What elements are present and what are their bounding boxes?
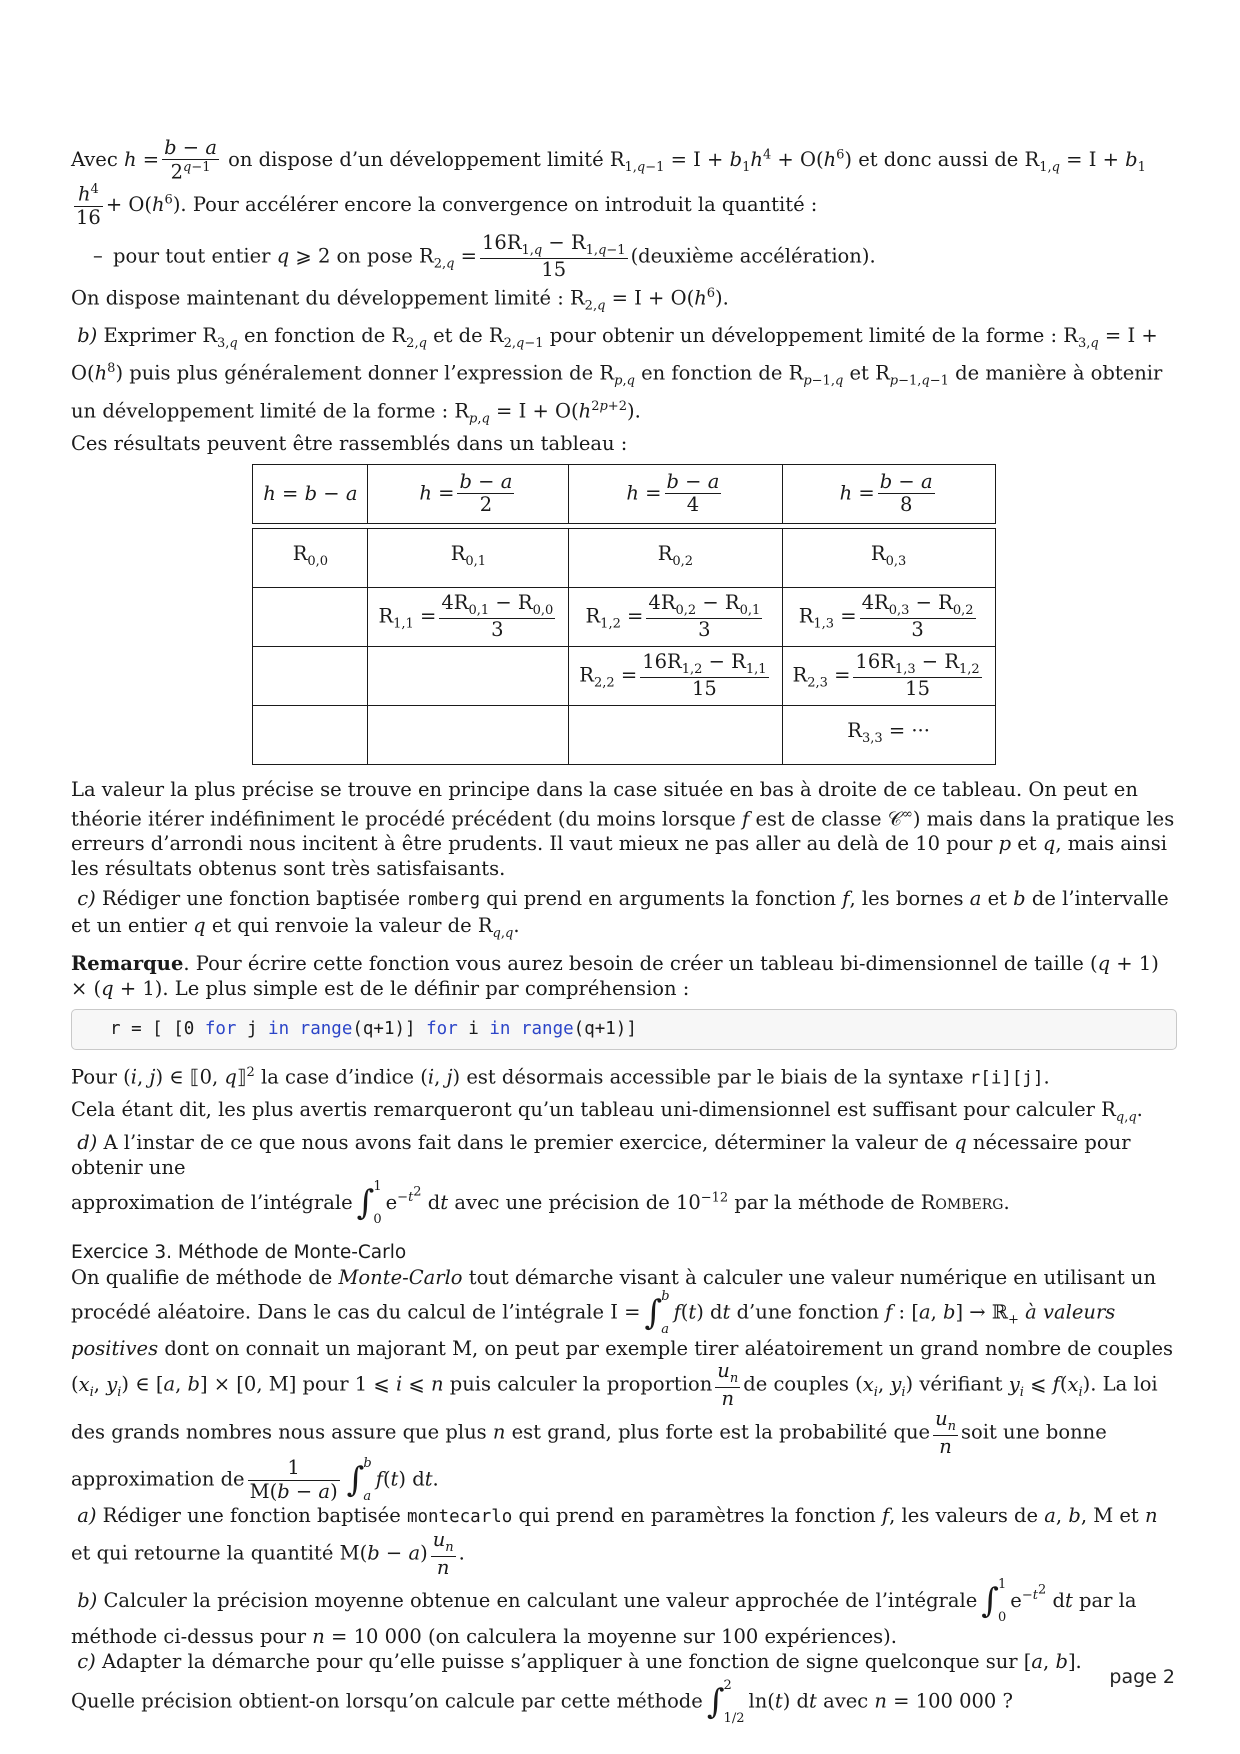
table-cell: $R_{3,3}$ = ··· [782, 705, 995, 764]
paragraph-intro: Avec h = $\frac{b - a}{2^{q-1}}$ on dispose d’un développement limité $R_{1,q-1} = I + b_1h^4 + O(h^6)$ et donc aussi de $R_{1,q} = I + b_1$ $\frac{h^4}{16}$ + $O(h^6)$. Pour accélérer encore la convergence on introduit la quantité : [71, 136, 1146, 230]
document-body [71, 138, 1177, 1725]
paragraph-index: Pour (i, j) ∈ ⟦0, q⟧$^2$ la case d’indice (i, j) est désormais accessible par le biais de la syntaxe r[i][j]. [71, 1065, 1050, 1089]
table-header: h = $\frac{b - a}{4}$ [569, 464, 782, 523]
table-cell: $R_{1,1}$ = $\frac{4R_{0,1} - R_{0,0}}{3}$ [368, 587, 569, 646]
table-cell: $R_{1,2}$ = $\frac{4R_{0,2} - R_{0,1}}{3}$ [569, 587, 782, 646]
table-header: h = $\frac{b - a}{8}$ [782, 464, 995, 523]
paragraph-dl: On dispose maintenant du développement limité : $R_{2,q} = I + O(h^6)$. [71, 285, 729, 314]
paragraph-table-intro: Ces résultats peuvent être rassemblés dans un tableau : [71, 431, 628, 455]
table-header: h = b − a [253, 464, 368, 523]
remark: Remarque. Pour écrire cette fonction vous aurez besoin de créer un tableau bi-dimensionnel de taille (q + 1) × (q + 1). Le plus simple est de le définir par compréhension : [71, 952, 1159, 1001]
table-cell: $R_{0,1}$ [368, 528, 569, 587]
question-b: b) Exprimer $R_{3,q}$ en fonction de $R_{2,q}$ et de $R_{2,q-1}$ pour obtenir un développement limité de la forme : $R_{3,q} = I + O(h^8)$ puis plus généralement donner l’expression de $R_{p,q}$ en fonction de $R_{p-1,q}$ et $R_{p-1,q-1}$ de manière à obtenir un développement limité de la forme : $R_{p,q} = I + O(h^{2p+2})$. [71, 324, 1163, 426]
table-header: h = $\frac{b - a}{2}$ [368, 464, 569, 523]
table-cell: $R_{0,2}$ [569, 528, 782, 587]
question-c-montecarlo: c) Adapter la démarche pour qu’elle puisse s’appliquer à une fonction de signe quelconque sur [a, b]. [77, 1650, 1082, 1674]
code-block: r = [ [0 for j in range(q+1)] for i in range(q+1)] [71, 1009, 1177, 1050]
table-cell: $R_{0,3}$ [782, 528, 995, 587]
romberg-table [252, 464, 995, 765]
question-b-montecarlo: b) Calculer la précision moyenne obtenue en calculant une valeur approchée de l’intégrale ∫ 1 0 $e^{-t^2}$ dt par la méthode ci-dessus pour n = 10 000 (on calculera la moyenne sur 100 expériences). [71, 1577, 1137, 1649]
page-number: page 2 [1109, 1666, 1175, 1688]
question-final: Quelle précision obtient-on lorsqu’on calcule par cette méthode ∫ 2 1/2 ln(t) dt avec n = 100 000 ? [71, 1678, 1013, 1727]
question-a: a) Rédiger une fonction baptisée montecarlo qui prend en paramètres la fonction f, les valeurs de a, b, M et n et qui retourne la quantité M(b − a) $\frac{u_n}{n}$ . [71, 1504, 1158, 1579]
paragraph-unidim: Cela étant dit, les plus avertis remarqueront qu’un tableau uni-dimensionnel est suffisant pour calculer $R_{q,q}$. [71, 1097, 1143, 1125]
paragraph-precision: La valeur la plus précise se trouve en principe dans la case située en bas à droite de ce tableau. On peut en théorie itérer indéfiniment le procédé précédent (du moins lorsque f est de classe 𝒞∞) mais dans la pratique les erreurs d’arrondi nous incitent à être prudents. Il vaut mieux ne pas aller au delà de 10 pour p et q, mais ainsi les résultats obtenus sont très satisfaisants. [71, 777, 1175, 881]
paragraph-monte-carlo: On qualifie de méthode de Monte-Carlo tout démarche visant à calculer une valeur numérique en utilisant un procédé aléatoire. Dans le cas du calcul de l’intégrale I = ∫ b a f(t) dt d’une fonction f : [a, b] → ℝ$_+$ à valeurs positives dont on connait un majorant M, on peut par exemple tirer aléatoirement un grand nombre de couples ($x_i$, $y_i$) ∈ [a, b] × [0, M] pour 1 ⩽ i ⩽ n puis calculer la proportion $\frac{u_n}{n}$ de couples ($x_i$, $y_i$) vérifiant $y_i$ ⩽ $f(x_i)$. La loi des grands nombres nous assure que plus n est grand, plus forte est la probabilité que $\frac{u_n}{n}$ soit une bonne approximation de $\frac{1}{M(b - a)}$ ∫ b a f(t) dt. [71, 1266, 1174, 1505]
table-cell: $R_{1,3}$ = $\frac{4R_{0,3} - R_{0,2}}{3}$ [782, 587, 995, 646]
question-c: c) Rédiger une fonction baptisée romberg qui prend en arguments la fonction f, les bornes a et b de l’intervalle et un entier q et qui renvoie la valeur de $R_{q,q}$. [71, 887, 1169, 942]
bullet-second-acceleration: – pour tout entier q ⩾ 2 on pose $R_{2,q}$ = $\frac{16R_{1,q} - R_{1,q-1}}{15}$ (deuxième accélération). [93, 230, 876, 282]
question-d: d) A l’instar de ce que nous avons fait dans le premier exercice, déterminer la valeur de q nécessaire pour obtenir une approximation de l’intégrale ∫ 1 0 $e^{-t^2}$ dt avec une précision de $10^{-12}$ par la méthode de Romberg. [71, 1130, 1131, 1228]
table-cell: $R_{2,3}$ = $\frac{16R_{1,3} - R_{1,2}}{15}$ [782, 646, 995, 705]
table-cell: $R_{2,2}$ = $\frac{16R_{1,2} - R_{1,1}}{15}$ [569, 646, 782, 705]
exercise-3-title: Exercice 3. Méthode de Monte-Carlo [71, 1242, 407, 1264]
table-cell: $R_{0,0}$ [253, 528, 368, 587]
